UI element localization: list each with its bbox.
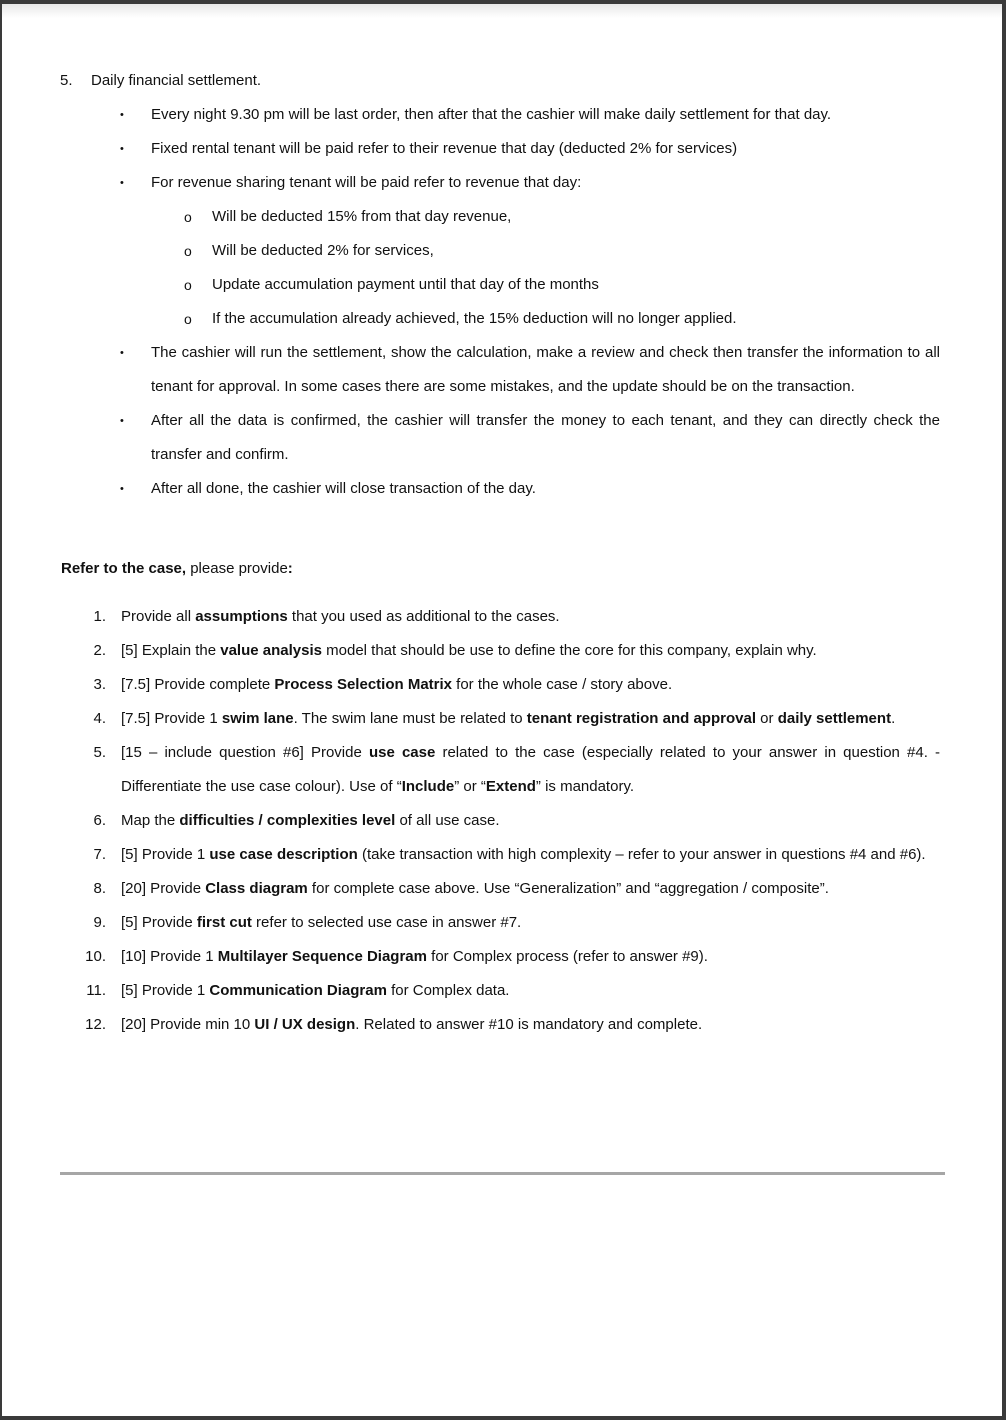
question-item: [2, 940, 1002, 974]
question-segment: swim lane: [221, 710, 294, 727]
sub-bullet-marker: o: [184, 243, 192, 259]
question-item: [2, 736, 1002, 804]
question-text: [121, 702, 940, 736]
bullet-marker: •: [120, 483, 124, 495]
question-segment: [5] Provide 1: [121, 846, 210, 863]
question-text: [121, 736, 940, 804]
question-text: [121, 634, 940, 668]
bullet-text: Every night 9.30 pm will be last order, then after that the cashier will make daily settlement for that day.: [151, 106, 832, 123]
question-text: [121, 1008, 940, 1042]
question-item: [2, 872, 1002, 906]
refer-segment: please provide: [186, 560, 288, 577]
question-segment: for Complex data.: [386, 982, 510, 999]
bullet-marker: •: [120, 109, 124, 121]
question-segment: tenant registration and approval: [526, 710, 756, 727]
sub-bullet-item: [2, 302, 1002, 336]
question-segment: or: [756, 710, 778, 727]
question-segment: ” or “: [454, 778, 486, 795]
question-segment: UI / UX design: [254, 1016, 356, 1033]
horizontal-rule: [60, 1172, 945, 1175]
sub-bullet-text: Will be deducted 2% for services,: [212, 242, 434, 259]
bullet-text: The cashier will run the settlement, show the calculation, make a review and check then transfer the information to all tenant for approval. In some cases there are some mistakes, and the update should be on the transaction.: [151, 344, 940, 395]
question-item: [2, 1008, 1002, 1042]
question-segment: [7.5] Provide 1: [121, 710, 222, 727]
question-segment: .: [891, 710, 896, 727]
question-number: 8.: [93, 880, 106, 897]
bullet-item: [2, 404, 1002, 472]
question-segment: daily settlement: [777, 710, 892, 727]
question-item: [2, 974, 1002, 1008]
question-segment: . The swim lane must be related to: [293, 710, 527, 727]
question-number: 2.: [93, 642, 106, 659]
question-segment: model that should be use to define the core for this company, explain why.: [321, 642, 817, 659]
sub-bullet-text: If the accumulation already achieved, the 15% deduction will no longer applied.: [212, 310, 737, 327]
bullet-item: [2, 166, 1002, 200]
question-segment: [15 – include question #6] Provide: [121, 744, 369, 761]
question-segment: value analysis: [220, 642, 322, 659]
question-number: 5.: [93, 744, 106, 761]
question-segment: ” is mandatory.: [535, 778, 634, 795]
bullet-item: [2, 336, 1002, 404]
bullet-marker: •: [120, 347, 124, 359]
question-segment: Process Selection Matrix: [274, 676, 452, 693]
question-item: [2, 906, 1002, 940]
refer-heading: [61, 552, 1002, 586]
sub-bullet-marker: o: [184, 277, 192, 293]
bullet-marker: •: [120, 143, 124, 155]
question-segment: for the whole case / story above.: [452, 676, 673, 693]
question-number: 9.: [93, 914, 106, 931]
question-segment: [20] Provide: [121, 880, 206, 897]
section-title: Daily financial settlement.: [91, 72, 262, 89]
question-segment: use case: [368, 744, 436, 761]
bullet-text: After all done, the cashier will close transaction of the day.: [151, 480, 536, 497]
question-segment: Multilayer Sequence Diagram: [217, 948, 427, 965]
sub-bullet-marker: o: [184, 209, 192, 225]
question-segment: of all use case.: [395, 812, 500, 829]
question-number: 7.: [93, 846, 106, 863]
question-text: [121, 804, 940, 838]
question-item: [2, 838, 1002, 872]
question-segment: assumptions: [195, 608, 288, 625]
question-item: [2, 634, 1002, 668]
bullet-list: [2, 98, 1002, 506]
question-segment: Communication Diagram: [209, 982, 387, 999]
section-heading: [2, 64, 1002, 98]
question-number: 3.: [93, 676, 106, 693]
question-number: 6.: [93, 812, 106, 829]
bullet-item: [2, 132, 1002, 166]
question-number: 11.: [86, 982, 106, 999]
question-item: [2, 804, 1002, 838]
bullet-marker: •: [120, 415, 124, 427]
bullet-item: [2, 98, 1002, 132]
question-text: [121, 872, 940, 906]
question-segment: Map the: [121, 812, 180, 829]
bullet-text: After all the data is confirmed, the cashier will transfer the money to each tenant, and they can directly check the transfer and confirm.: [151, 412, 940, 463]
question-segment: [7.5] Provide complete: [121, 676, 275, 693]
document-page: [2, 4, 1002, 1416]
question-segment: refer to selected use case in answer #7.: [251, 914, 522, 931]
bullet-text: Fixed rental tenant will be paid refer to their revenue that day (deducted 2% for services): [151, 140, 738, 157]
question-segment: for complete case above. Use “Generalization” and “aggregation / composite”.: [307, 880, 829, 897]
page-top-shadow: [2, 4, 1002, 18]
question-segment: for Complex process (refer to answer #9).: [426, 948, 708, 965]
question-segment: . Related to answer #10 is mandatory and complete.: [355, 1016, 703, 1033]
question-segment: [5] Provide 1: [121, 982, 210, 999]
question-segment: Extend: [485, 778, 536, 795]
question-segment: [5] Provide: [121, 914, 197, 931]
question-number: 10.: [85, 948, 106, 965]
question-segment: that you used as additional to the cases.: [287, 608, 560, 625]
question-item: [2, 668, 1002, 702]
question-text: [121, 906, 940, 940]
question-number: 4.: [93, 710, 106, 727]
question-segment: use case description: [209, 846, 358, 863]
question-segment: (take transaction with high complexity – refer to your answer in questions #4 and #6).: [357, 846, 926, 863]
document-content: [2, 64, 1002, 1042]
question-item: [2, 702, 1002, 736]
sub-bullet-item: [2, 234, 1002, 268]
section-number: 5.: [60, 72, 73, 89]
question-item: [2, 600, 1002, 634]
sub-bullet-text: Will be deducted 15% from that day revenue,: [212, 208, 512, 225]
question-segment: difficulties / complexities level: [179, 812, 396, 829]
question-segment: Include: [401, 778, 455, 795]
question-list: [2, 600, 1002, 1042]
question-segment: Class diagram: [205, 880, 308, 897]
question-segment: [20] Provide min 10: [121, 1016, 255, 1033]
question-text: [121, 668, 940, 702]
refer-segment: :: [287, 560, 293, 577]
question-number: 12.: [85, 1016, 106, 1033]
question-segment: Provide all: [121, 608, 196, 625]
question-segment: [10] Provide 1: [121, 948, 218, 965]
bullet-item: [2, 472, 1002, 506]
question-segment: related to the case (especially related to your answer in question #4. - Differentiate the use case colour). Use of “: [121, 744, 941, 795]
bullet-marker: •: [120, 177, 124, 189]
sub-bullet-text: Update accumulation payment until that day of the months: [212, 276, 599, 293]
sub-bullet-item: [2, 200, 1002, 234]
sub-bullet-marker: o: [184, 311, 192, 327]
question-segment: [5] Explain the: [121, 642, 221, 659]
sub-bullet-item: [2, 268, 1002, 302]
question-text: [121, 940, 940, 974]
bullet-text: For revenue sharing tenant will be paid refer to revenue that day:: [151, 174, 582, 191]
question-text: [121, 600, 940, 634]
question-segment: first cut: [196, 914, 252, 931]
refer-segment: Refer to the case,: [61, 560, 187, 577]
question-text: [121, 838, 940, 872]
question-text: [121, 974, 940, 1008]
question-number: 1.: [93, 608, 106, 625]
